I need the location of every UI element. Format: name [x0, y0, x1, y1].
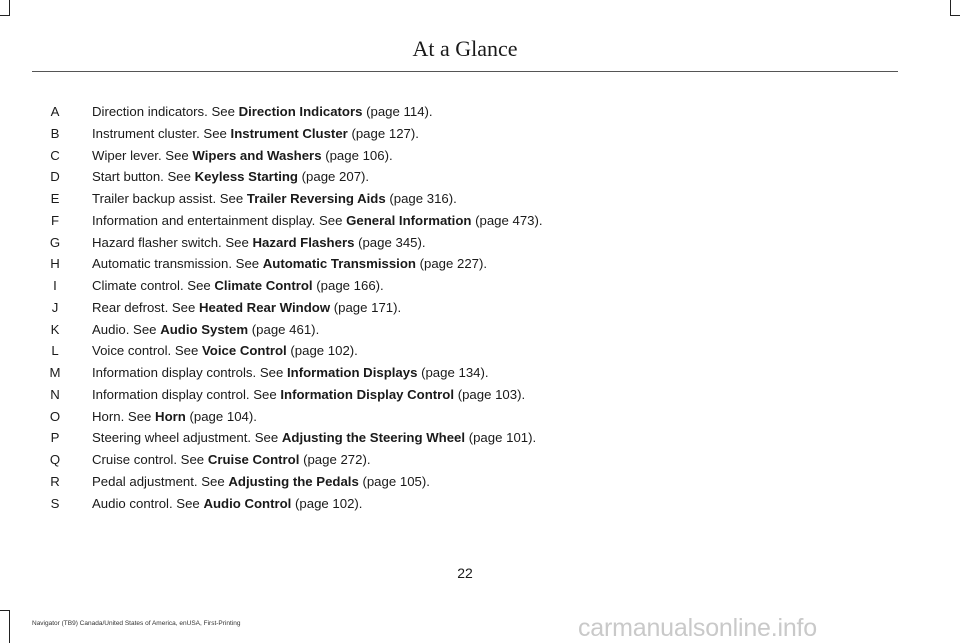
item-reference-link[interactable]: Adjusting the Pedals — [228, 473, 359, 489]
item-description — [92, 145, 393, 166]
item-letter: S — [50, 495, 60, 511]
item-reference-link[interactable]: Heated Rear Window — [199, 299, 331, 315]
item-text: Trailer backup assist. See — [92, 191, 247, 206]
item-description — [92, 319, 319, 340]
list-item — [0, 427, 960, 448]
watermark-text: carmanualsonline.info — [578, 614, 818, 642]
list-item — [0, 145, 960, 166]
item-page-ref: (page 345). — [354, 234, 426, 250]
item-page-ref: (page 102). — [286, 343, 358, 359]
item-description — [92, 340, 358, 361]
list-item — [0, 362, 960, 383]
item-text: Direction indicators. See — [92, 104, 239, 119]
list-item — [0, 340, 960, 361]
item-description — [92, 210, 543, 231]
list-item — [0, 210, 960, 231]
list-item — [0, 101, 960, 122]
item-text: Cruise control. See — [92, 452, 208, 467]
item-reference-link[interactable]: Climate Control — [214, 278, 313, 293]
item-description — [92, 166, 369, 187]
item-reference-link[interactable]: Keyless Starting — [194, 169, 298, 185]
item-letter: K — [50, 321, 60, 337]
item-page-ref: (page 106). — [321, 147, 393, 163]
item-reference-link[interactable]: Automatic Transmission — [262, 256, 416, 272]
item-page-ref: (page 166). — [312, 278, 384, 293]
crop-mark-top-right-v — [950, 0, 951, 16]
item-text: Horn. See — [92, 408, 156, 424]
item-description — [92, 275, 384, 296]
item-description — [92, 427, 536, 448]
item-text: Information and entertainment display. See — [92, 212, 347, 228]
item-letter: J — [51, 299, 59, 315]
item-reference-link[interactable]: Audio Control — [203, 495, 292, 511]
item-page-ref: (page 101). — [465, 430, 537, 446]
item-page-ref: (page 272). — [299, 452, 371, 467]
item-reference-link[interactable]: Information Displays — [286, 365, 418, 380]
page-number: 22 — [457, 565, 473, 581]
item-description — [92, 188, 457, 209]
item-page-ref: (page 134). — [417, 365, 489, 380]
crop-mark-top-left-h — [0, 15, 10, 16]
item-description — [92, 471, 430, 492]
item-text: Automatic transmission. See — [92, 256, 263, 272]
item-page-ref: (page 105). — [358, 473, 430, 489]
item-reference-link[interactable]: Hazard Flashers — [252, 234, 355, 250]
item-letter: I — [53, 278, 57, 293]
item-description — [92, 406, 257, 427]
item-description — [92, 101, 433, 122]
item-text: Rear defrost. See — [92, 299, 200, 315]
item-letter: H — [50, 256, 60, 272]
item-letter: N — [50, 386, 60, 402]
item-reference-link[interactable]: Voice Control — [201, 343, 287, 359]
item-reference-link[interactable]: Audio System — [160, 321, 249, 337]
item-page-ref: (page 227). — [415, 256, 488, 272]
item-text: Information display control. See — [92, 386, 281, 402]
item-text: Steering wheel adjustment. See — [92, 430, 282, 446]
header-divider — [32, 71, 898, 72]
list-item — [0, 297, 960, 318]
item-letter: G — [49, 234, 61, 250]
crop-mark-bottom-left-h — [0, 610, 10, 611]
item-page-ref: (page 207). — [297, 169, 370, 185]
item-text: Climate control. See — [92, 278, 215, 293]
item-page-ref: (page 127). — [347, 125, 419, 141]
item-reference-link[interactable]: Wipers and Washers — [192, 147, 322, 163]
item-text: Information display controls. See — [92, 365, 287, 380]
list-item — [0, 406, 960, 427]
list-item — [0, 319, 960, 340]
crop-mark-bottom-left-v — [9, 610, 10, 643]
item-reference-link[interactable]: General Information — [346, 212, 472, 228]
item-description — [92, 123, 419, 144]
page-title: At a Glance — [412, 36, 518, 61]
item-reference-link[interactable]: Information Display Control — [280, 386, 455, 402]
list-item — [0, 449, 960, 470]
list-item — [0, 253, 960, 274]
item-letter: O — [49, 408, 61, 424]
item-letter: Q — [49, 452, 61, 467]
item-page-ref: (page 103). — [454, 386, 526, 402]
item-page-ref: (page 114). — [362, 104, 433, 119]
list-item — [0, 123, 960, 144]
list-item — [0, 232, 960, 253]
item-text: Audio control. See — [92, 495, 204, 511]
item-page-ref: (page 473). — [471, 212, 543, 228]
crop-mark-top-right-h — [950, 15, 960, 16]
item-text: Voice control. See — [92, 343, 202, 359]
item-letter: M — [49, 365, 61, 380]
list-item — [0, 188, 960, 209]
item-page-ref: (page 104). — [185, 408, 257, 424]
item-text: Pedal adjustment. See — [92, 473, 229, 489]
item-description — [92, 384, 525, 405]
footer-text: Navigator (TB9) Canada/United States of America, enUSA, First-Printing — [32, 620, 241, 627]
item-page-ref: (page 461). — [248, 321, 320, 337]
item-text: Hazard flasher switch. See — [92, 234, 253, 250]
item-description — [92, 297, 401, 318]
item-letter: D — [50, 169, 60, 185]
item-letter: E — [50, 191, 60, 206]
item-page-ref: (page 316). — [385, 191, 457, 206]
list-item — [0, 275, 960, 296]
item-letter: C — [50, 147, 60, 163]
item-reference-link[interactable]: Instrument Cluster — [230, 125, 348, 141]
item-description — [92, 232, 426, 253]
item-reference-link[interactable]: Direction Indicators — [238, 104, 363, 119]
item-description — [92, 253, 487, 274]
item-description — [92, 493, 362, 514]
item-reference-link[interactable]: Trailer Reversing Aids — [246, 191, 386, 206]
item-page-ref: (page 102). — [291, 495, 363, 511]
item-letter: P — [50, 430, 60, 446]
item-text: Start button. See — [92, 169, 195, 185]
item-letter: B — [50, 125, 60, 141]
item-letter: L — [51, 343, 59, 359]
item-letter: R — [50, 473, 60, 489]
item-letter: F — [50, 212, 60, 228]
item-text: Audio. See — [92, 321, 161, 337]
item-reference-link[interactable]: Cruise Control — [207, 452, 300, 467]
item-description — [92, 362, 489, 383]
list-item — [0, 166, 960, 187]
list-item — [0, 493, 960, 514]
item-letter: A — [50, 104, 60, 119]
item-description — [92, 449, 371, 470]
item-text: Wiper lever. See — [92, 147, 193, 163]
item-reference-link[interactable]: Adjusting the Steering Wheel — [281, 430, 466, 446]
crop-mark-top-left-v — [9, 0, 10, 16]
item-page-ref: (page 171). — [330, 299, 402, 315]
item-text: Instrument cluster. See — [92, 125, 231, 141]
list-item — [0, 384, 960, 405]
list-item — [0, 471, 960, 492]
item-reference-link[interactable]: Horn — [155, 408, 186, 424]
